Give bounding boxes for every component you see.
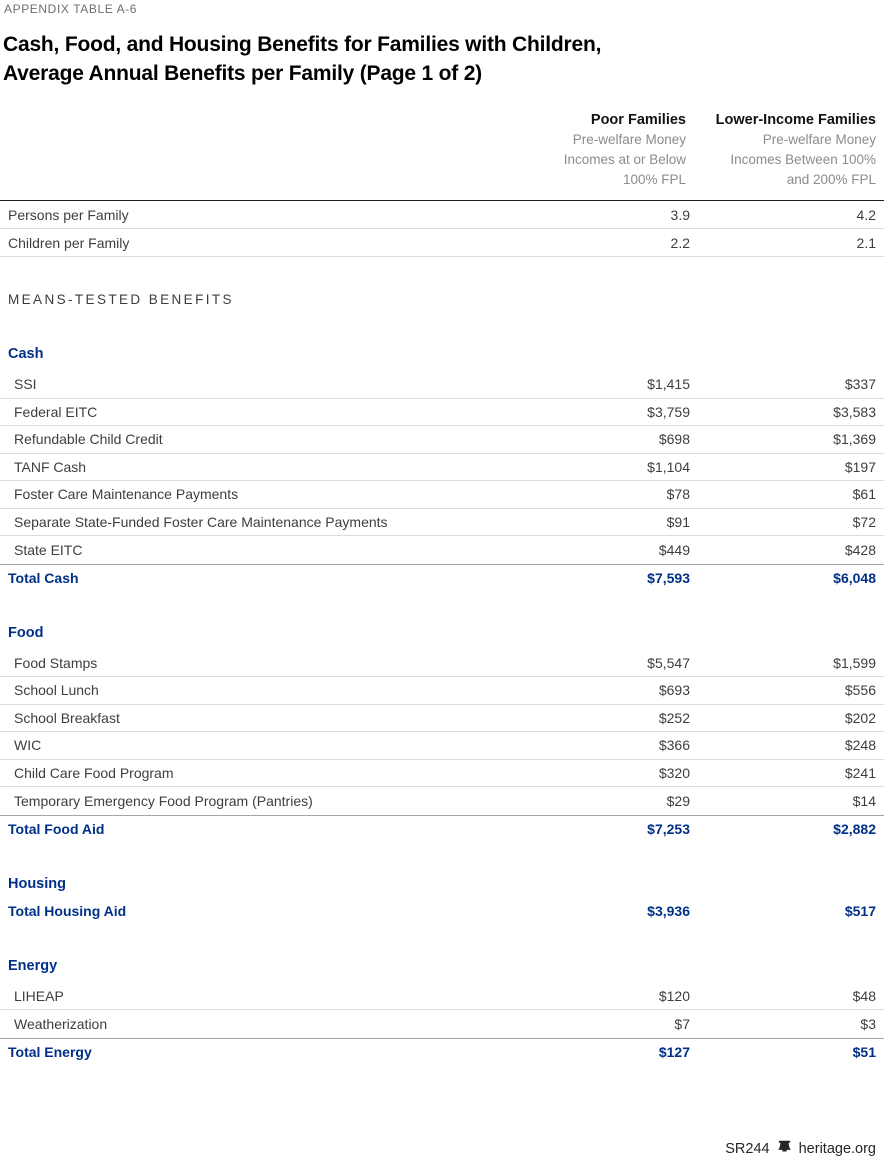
poor-value: 2.2 — [670, 234, 690, 251]
row-label: Refundable Child Credit — [14, 431, 163, 448]
poor-total: $3,936 — [647, 902, 690, 919]
lower-value: $14 — [852, 792, 876, 809]
table-row — [0, 787, 884, 815]
table-row — [0, 1010, 884, 1038]
row-label: SSI — [14, 376, 37, 393]
row-label: Children per Family — [8, 234, 130, 251]
table-row — [0, 983, 884, 1011]
column-header-poor-families — [516, 112, 686, 190]
column-subtitle: Pre-welfare Money — [572, 132, 686, 147]
column-subtitle: and 200% FPL — [786, 172, 876, 187]
page-footer — [725, 1140, 876, 1158]
lower-value: $48 — [852, 987, 876, 1004]
column-headers — [0, 112, 884, 200]
total-row-cash — [0, 564, 884, 592]
poor-value: $5,547 — [647, 654, 690, 671]
page-title — [0, 16, 884, 88]
total-label: Total Cash — [8, 570, 79, 586]
poor-value: $698 — [658, 431, 690, 448]
poor-value: $1,415 — [647, 376, 690, 393]
total-row-energy — [0, 1038, 884, 1066]
lower-value: $337 — [844, 376, 876, 393]
means-tested-benefits-label: MEANS-TESTED BENEFITS — [8, 292, 234, 307]
section-cash — [0, 346, 884, 592]
table-row — [0, 677, 884, 705]
column-header-lower-income-families — [686, 112, 876, 190]
table-row — [0, 536, 884, 564]
total-row-housing — [0, 897, 884, 925]
lower-total: $51 — [852, 1044, 876, 1060]
poor-value: $252 — [658, 709, 690, 726]
column-subtitle: Incomes at or Below — [563, 152, 686, 167]
row-label: Federal EITC — [14, 403, 98, 420]
total-label: Total Food Aid — [8, 821, 105, 837]
poor-value: $320 — [658, 764, 690, 781]
lower-value: 4.2 — [856, 206, 876, 223]
title-line-2: Average Annual Benefits per Family (Page 1 of 2) — [3, 62, 482, 85]
title-line-1: Cash, Food, and Housing Benefits for Families with Children, — [3, 33, 602, 56]
table-row — [0, 454, 884, 482]
lower-value: $428 — [844, 541, 876, 558]
section-energy — [0, 958, 884, 1066]
lower-value: $248 — [844, 737, 876, 754]
total-row-food — [0, 815, 884, 843]
poor-value: $3,759 — [647, 403, 690, 420]
column-name: Poor Families — [590, 112, 686, 128]
lower-value: $1,599 — [833, 654, 876, 671]
row-label: Child Care Food Program — [14, 764, 174, 781]
row-label: Weatherization — [14, 1015, 108, 1032]
lower-value: $61 — [852, 486, 876, 503]
lower-value: $3,583 — [833, 403, 876, 420]
lower-value: $556 — [844, 682, 876, 699]
poor-total: $7,253 — [647, 821, 690, 837]
row-label: TANF Cash — [14, 458, 87, 475]
column-name: Lower-Income Families — [715, 112, 876, 128]
table-row — [0, 426, 884, 454]
lower-value: $241 — [844, 764, 876, 781]
table-row — [0, 371, 884, 399]
table-row — [0, 760, 884, 788]
row-label: Food Stamps — [14, 654, 98, 671]
poor-total: $127 — [658, 1044, 690, 1060]
poor-value: $449 — [658, 541, 690, 558]
poor-total: $7,593 — [647, 570, 690, 586]
poor-value: $91 — [666, 513, 690, 530]
section-heading: Energy — [8, 957, 58, 974]
table-row — [0, 732, 884, 760]
section-heading: Housing — [8, 875, 66, 892]
table-row — [0, 481, 884, 509]
heritage-link[interactable]: heritage.org — [798, 1141, 876, 1157]
lower-value: $197 — [844, 458, 876, 475]
poor-value: $693 — [658, 682, 690, 699]
liberty-bell-icon — [777, 1140, 792, 1158]
row-label: School Breakfast — [14, 709, 120, 726]
section-housing — [0, 876, 884, 925]
section-heading: Food — [8, 624, 44, 641]
row-label: Foster Care Maintenance Payments — [14, 486, 239, 503]
poor-value: $1,104 — [647, 458, 690, 475]
lower-value: $72 — [852, 513, 876, 530]
section-food — [0, 625, 884, 843]
appendix-label: APPENDIX TABLE A-6 — [4, 2, 138, 16]
poor-value: $7 — [674, 1015, 690, 1032]
total-label: Total Housing Aid — [8, 902, 127, 919]
column-subtitle: 100% FPL — [622, 172, 686, 187]
table-row — [0, 509, 884, 537]
row-label: LIHEAP — [14, 987, 64, 1004]
lower-total: $517 — [844, 902, 876, 919]
row-label: School Lunch — [14, 682, 99, 699]
family-stats-table — [0, 200, 884, 257]
lower-total: $6,048 — [833, 570, 876, 586]
lower-value: $1,369 — [833, 431, 876, 448]
poor-value: $29 — [666, 792, 690, 809]
lower-value: 2.1 — [856, 234, 876, 251]
section-heading: Cash — [8, 346, 44, 362]
poor-value: $78 — [666, 486, 690, 503]
table-row — [0, 399, 884, 427]
row-label: Persons per Family — [8, 206, 129, 223]
poor-value: $366 — [658, 737, 690, 754]
table-row — [0, 650, 884, 678]
table-row — [0, 201, 884, 229]
poor-value: 3.9 — [670, 206, 690, 223]
row-label: State EITC — [14, 541, 83, 558]
lower-total: $2,882 — [833, 821, 876, 837]
poor-value: $120 — [658, 987, 690, 1004]
column-subtitle: Incomes Between 100% — [730, 152, 876, 167]
lower-value: $202 — [844, 709, 876, 726]
row-label: Temporary Emergency Food Program (Pantries) — [14, 792, 313, 809]
row-label: Separate State-Funded Foster Care Maintenance Payments — [14, 513, 388, 530]
column-subtitle: Pre-welfare Money — [762, 132, 876, 147]
table-row — [0, 705, 884, 733]
total-label: Total Energy — [8, 1044, 92, 1060]
report-id: SR244 — [725, 1141, 770, 1157]
row-label: WIC — [14, 737, 42, 754]
table-row — [0, 229, 884, 257]
lower-value: $3 — [860, 1015, 876, 1032]
